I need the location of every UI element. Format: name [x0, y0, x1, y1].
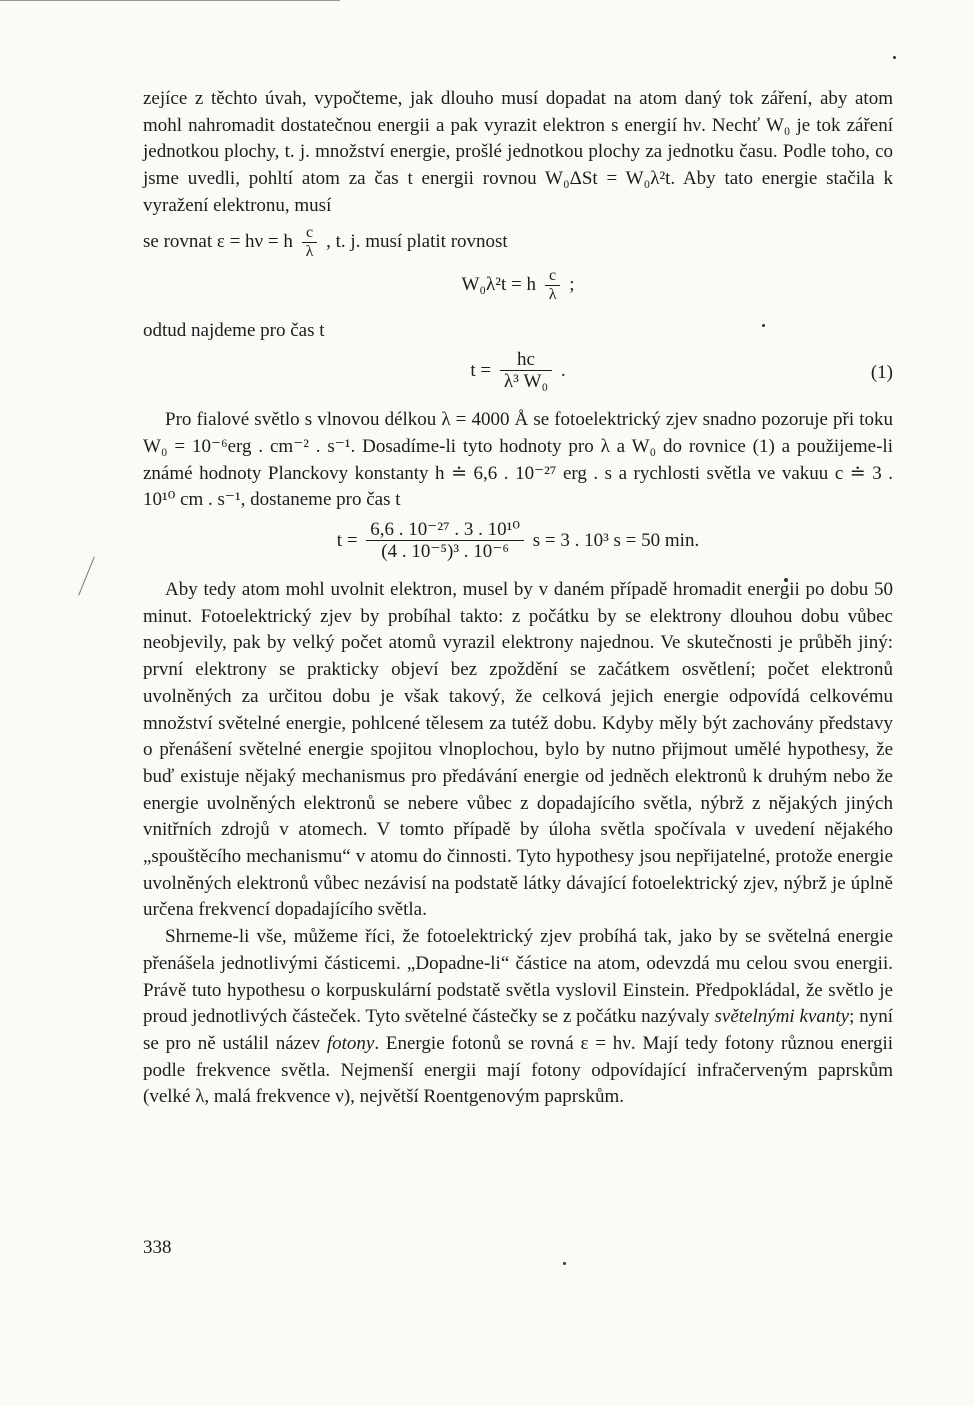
equation-post: ;	[569, 273, 575, 295]
fraction-numerator: c	[545, 267, 561, 286]
page-body	[143, 86, 893, 1111]
equation-number: (1)	[870, 362, 893, 384]
paragraph: zejíce z těchto úvah, vypočteme, jak dlouho musí dopadat na atom daný tok záření, aby atom mohl nahromadit dostatečnou energii a pak vyrazit elektron s energií hν. Nechť W₀ je tok záření jednotkou plochy, t. j. množství energie, prošlé jednotkou plochy za jednotku času. Podle toho, co jsme uvedli, pohltí atom za čas t energii rovnou W₀ΔSt = W₀λ²t. Aby tato energie stačila k vyražení elektronu, musí	[143, 88, 893, 216]
equation-post: s = 3 . 10³ s = 50 min.	[532, 529, 700, 551]
emphasis: fotony	[326, 1032, 375, 1054]
fraction-numerator: 6,6 . 10⁻²⁷ . 3 . 10¹⁰	[366, 520, 524, 541]
text-line: odtud najdeme pro čas t	[143, 319, 325, 341]
equation-post: .	[560, 360, 566, 382]
equation-lhs: t =	[470, 360, 492, 382]
scan-dot	[893, 56, 896, 59]
margin-pencil-mark	[78, 556, 95, 595]
text-span: se rovnat ε = hν = h	[143, 230, 293, 252]
equation-display	[143, 520, 893, 563]
paragraph	[143, 924, 893, 1111]
equation-display	[143, 267, 893, 304]
scan-dot	[563, 1262, 566, 1265]
paragraph: Aby tedy atom mohl uvolnit elektron, musel by v daném případě hromadit energii po dobu 50 minut. Fotoelektrický zjev by probíhal takto: z počátku by se elektrony dlouhou dobu vůbec neobjevily, pak by velký počet atomů vyrazil elektrony najednou. Ve skutečnosti je průběh jiný: první elektrony se prakticky objeví bez zpoždění se začátkem osvětlení; počet elektronů uvolněných za určitou dobu je však takový, že celková jejich energie odpovídá celkovému množství světelné energie, pohlcené tělesem za tutéž dobu. Kdyby měly být zachovány představy o přenášení světelné energie spojitou vlnoplochou, bylo by nutno přijmout umělé hypothesy, že buď existuje nějaký mechanismus pro předávání energie od jedněch elektronů k druhým nebo že energie uvolněných elektronů se nebere vůbec z dopadajícího světla, nýbrž z nějakých jiných vnitřních zdrojů v atomech. V tomto případě by úloha světla spočívala v uvedení nějakého „spouštěcího mechanismu“ v atomu do činnosti. Tyto hypothesy jsou nepřijatelné, protože energie uvolněných elektronů vůbec nezávisí na podstatě látky dávající fotoelektrický zjev, nýbrž je úplně určena frekvencí dopadajícího světla.	[143, 579, 893, 921]
equation-line-inline	[143, 224, 893, 261]
fraction-denominator: (4 . 10⁻⁵)³ . 10⁻⁶	[381, 541, 509, 563]
text-span: ; nyní se pro ně ustálil název	[143, 1006, 893, 1054]
fraction-numerator: c	[302, 224, 318, 243]
emphasis: světelnými kvanty	[714, 1006, 850, 1028]
text-span: , t. j. musí platit rovnost	[326, 230, 508, 252]
equation-lhs: W₀λ²t = h	[461, 273, 536, 295]
fraction-numerator: hc	[500, 350, 552, 371]
fraction	[500, 350, 552, 393]
text-span: Shrneme-li vše, můžeme říci, že fotoelektrický zjev probíhá tak, jako by se světelná energie přenášela jednotlivými částicemi. „Dopadne-li“ částice na atom, odevzdá mu celou svou energii. Právě tuto hypothesu o korpuskulární podstatě světla vyslovil Einstein. Předpokládal, že světlo je proud jednotlivých částeček. Tyto světelné částečky se z počátku nazývaly	[143, 926, 893, 1028]
equation-1	[143, 350, 893, 393]
fraction	[545, 267, 561, 304]
equation-lhs: t =	[336, 529, 358, 551]
fraction-denominator: λ³ W₀	[503, 371, 549, 393]
fraction	[366, 520, 524, 563]
fraction-denominator: λ	[305, 242, 314, 260]
text-span: . Energie fotonů se rovná ε = hν. Mají tedy fotony různou energii podle frekvence světla. Nejmenší energii mají fotony odpovídající infračerveným paprskům (velké λ, malá frekvence ν), největší Roentgenovým paprskům.	[143, 1032, 894, 1108]
scan-top-border	[0, 0, 340, 1]
paragraph: Pro fialové světlo s vlnovou délkou λ = 4000 Å se fotoelektrický zjev snadno pozoruje při toku W₀ = 10⁻⁶erg . cm⁻² . s⁻¹. Dosadíme-li tyto hodnoty pro λ a W₀ do rovnice (1) a použijeme-li známé hodnoty Planckovy konstanty h ≐ 6,6 . 10⁻²⁷ erg . s a rychlosti světla ve vakuu c ≐ 3 . 10¹⁰ cm . s⁻¹, dostaneme pro čas t	[143, 409, 893, 511]
page-number: 338	[143, 1237, 172, 1258]
fraction-denominator: λ	[548, 285, 557, 303]
fraction	[302, 224, 318, 261]
